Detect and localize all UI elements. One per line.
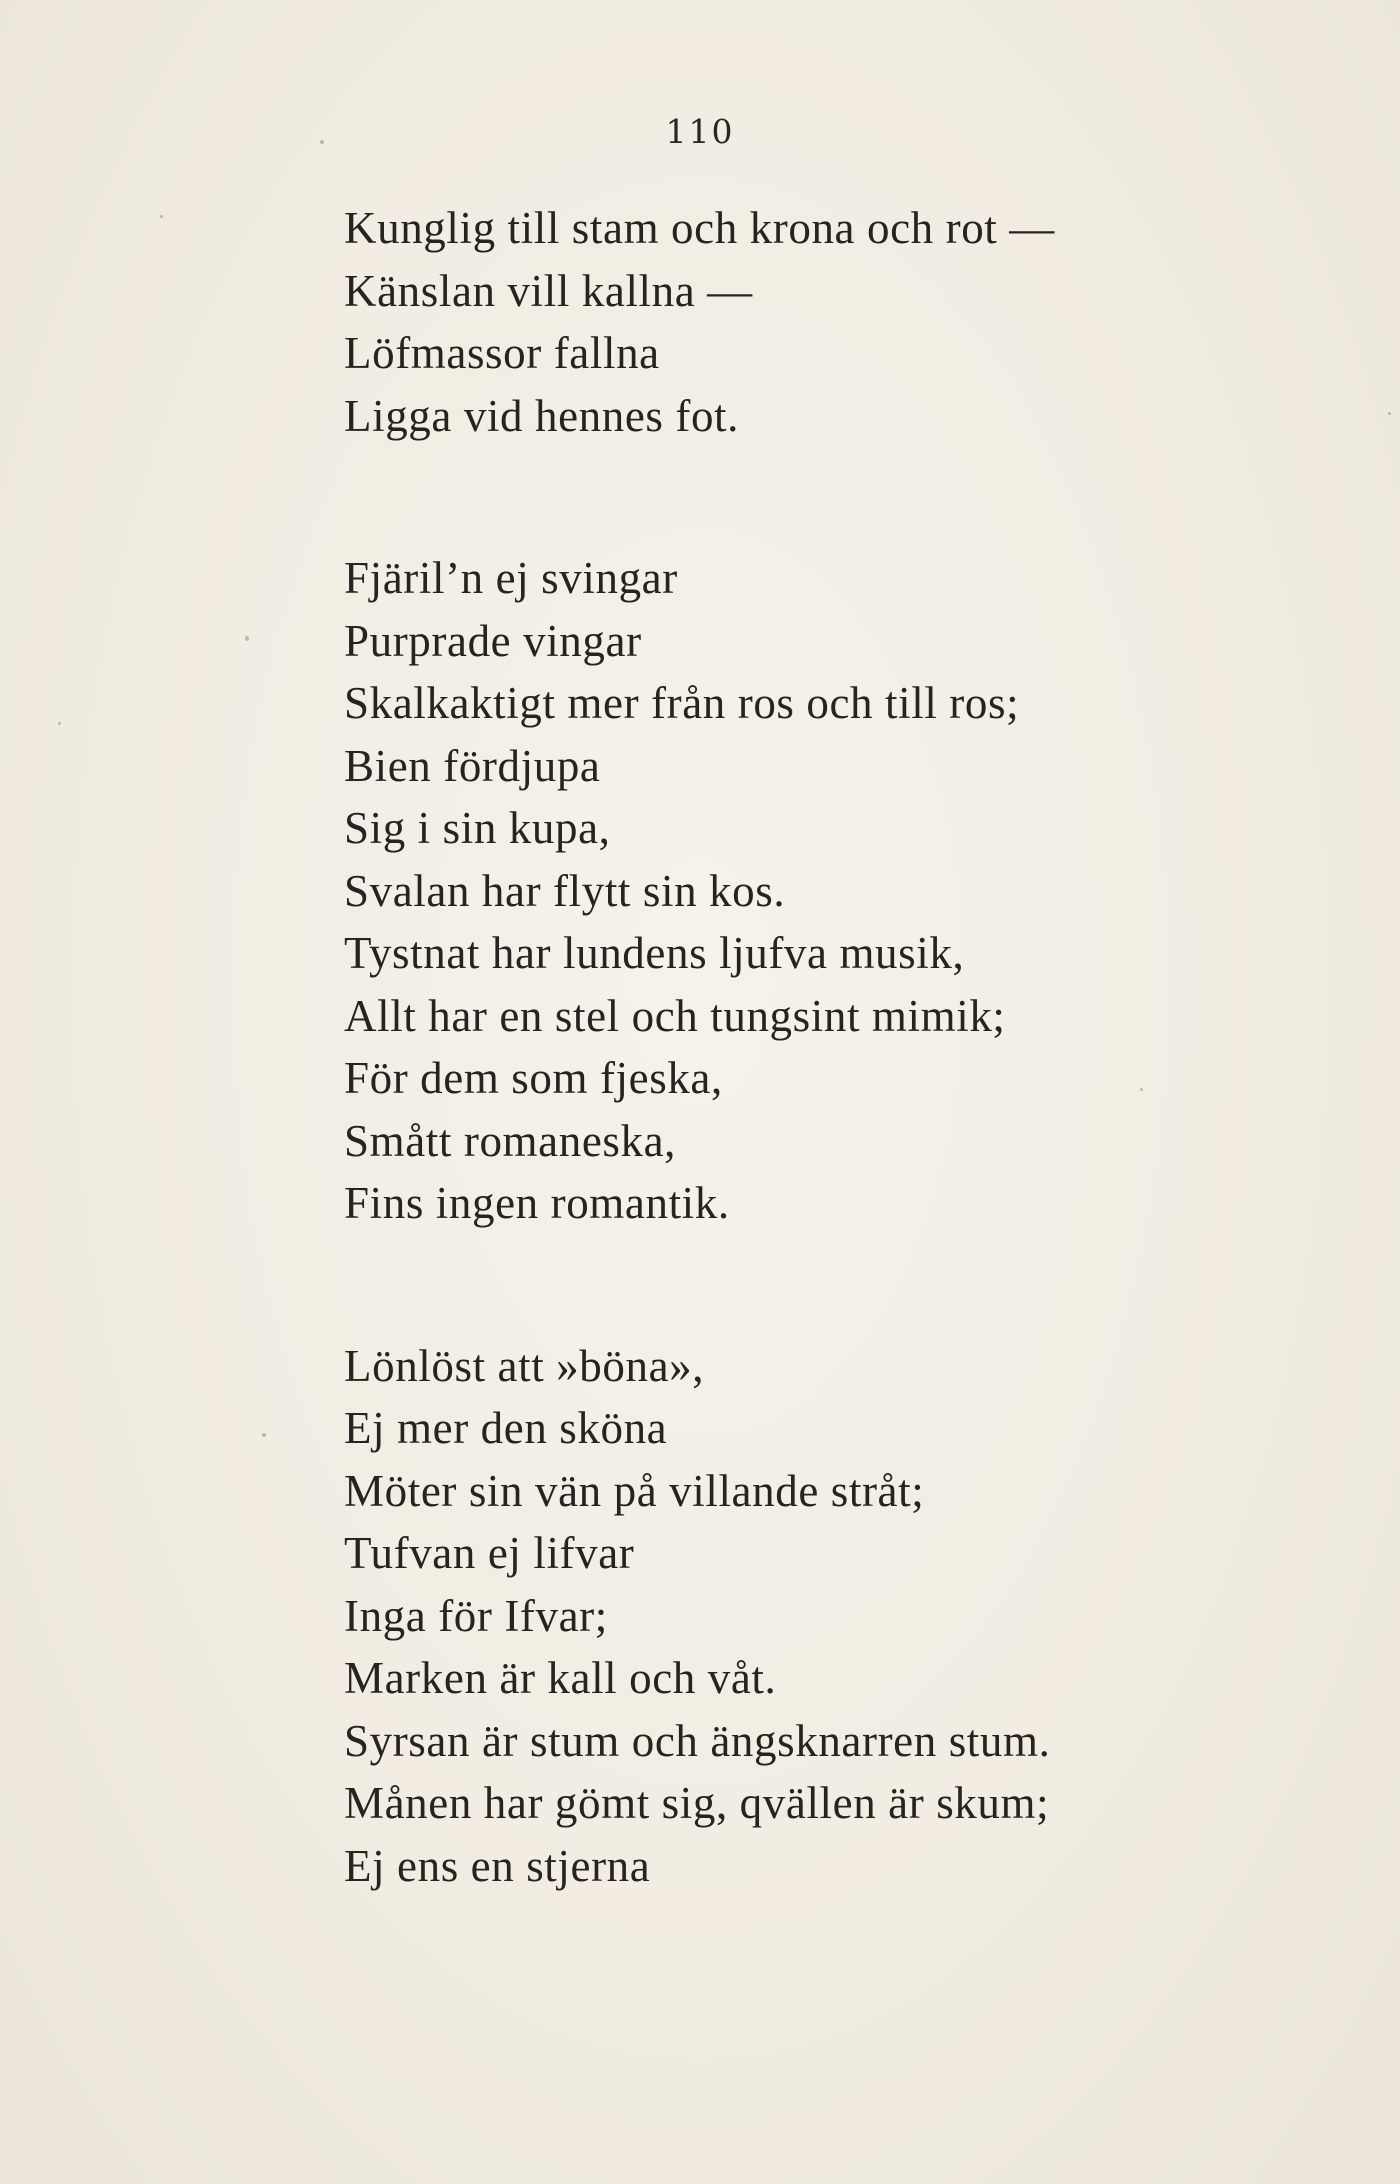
poem-line: Ligga vid hennes fot. [344,390,740,441]
paper-speck [58,722,61,725]
poem-line: Bien fördjupa [344,740,601,791]
stanza-3 [344,1335,1344,1898]
paper-speck [262,1433,266,1437]
poem-line: Känslan vill kallna — [344,265,753,316]
stanza-2 [344,547,1344,1235]
paper-speck [160,215,163,218]
page-number: 110 [665,112,735,151]
poem-line: Skalkaktigt mer från ros och till ros; [344,678,1020,728]
poem-line: Allt har en stel och tungsint mimik; [344,990,1006,1041]
stanza-1 [344,197,1344,447]
poem-line: Ej ens en stjerna [344,1840,651,1891]
poem-line: Lönlöst att »böna», [344,1340,705,1391]
poem-line: Tufvan ej lifvar [344,1528,635,1578]
poem-line: Fjäril’n ej svingar [344,553,678,603]
paper-speck [1140,1088,1143,1091]
poem [344,197,1344,1897]
paper-speck [1388,412,1391,415]
poem-line: Sig i sin kupa, [344,803,611,853]
poem-line: Löfmassor fallna [344,328,660,378]
poem-line: Månen har gömt sig, qvällen är skum; [344,1778,1050,1828]
paper-speck [245,636,249,641]
paper-speck [320,140,324,144]
poem-line: Syrsan är stum och ängsknarren stum. [344,1715,1051,1766]
poem-line: Inga för Ifvar; [344,1590,608,1641]
poem-line: Kunglig till stam och krona och rot — [344,203,1055,253]
poem-line: Marken är kall och våt. [344,1653,777,1703]
poem-line: Svalan har flytt sin kos. [344,865,786,916]
poem-line: Purprade vingar [344,615,642,666]
poem-line: Möter sin vän på villande stråt; [344,1465,925,1516]
poem-line: Tystnat har lundens ljufva musik, [344,928,965,978]
poem-line: För dem som fjeska, [344,1053,723,1103]
poem-line: Fins ingen romantik. [344,1178,730,1228]
poem-line: Ej mer den sköna [344,1403,668,1453]
poem-line: Smått romaneska, [344,1115,677,1166]
